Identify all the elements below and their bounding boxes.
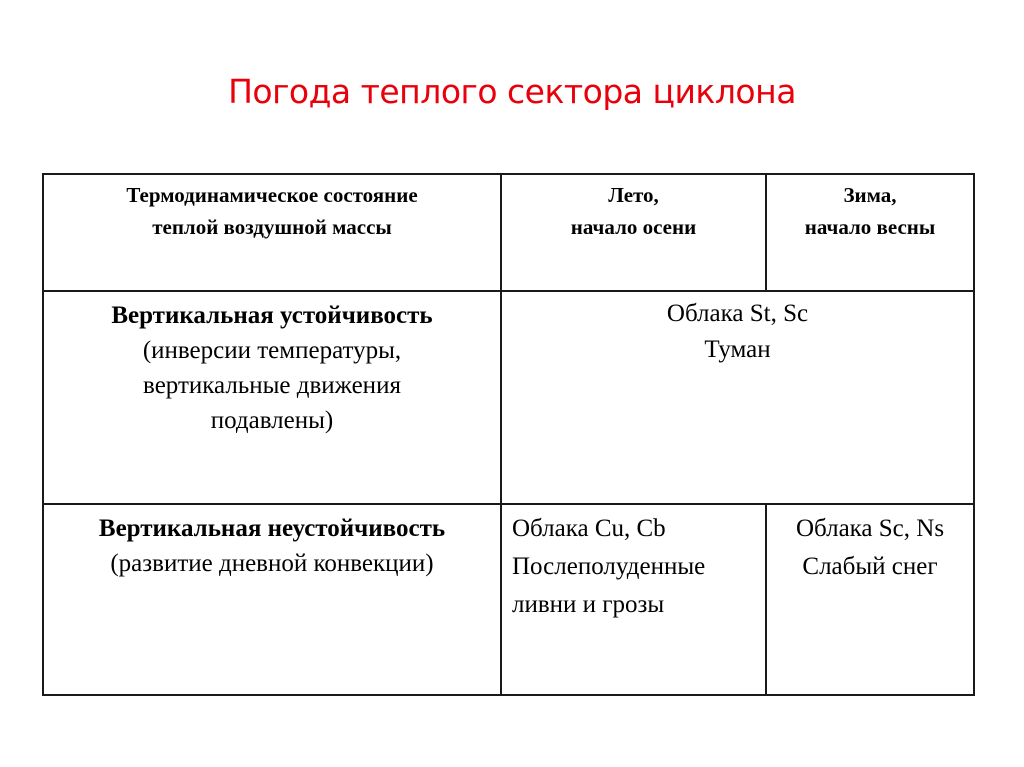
row-label-detail: (инверсии температуры, xyxy=(142,337,402,364)
header-text: Зима, xyxy=(843,183,897,207)
cell-line: Послеполуденные xyxy=(512,553,706,580)
header-text: начало осени xyxy=(570,215,697,239)
header-text: начало весны xyxy=(804,215,936,239)
row-label-detail: подавлены) xyxy=(210,407,334,434)
table-header-row xyxy=(43,174,974,291)
header-winter xyxy=(766,174,974,291)
cell-line: Туман xyxy=(704,336,771,363)
row-label-detail: (развитие дневной конвекции) xyxy=(110,550,434,577)
header-text: Термодинамическое состояние xyxy=(126,183,418,207)
weather-table xyxy=(42,173,975,696)
row-label-stability xyxy=(43,291,501,504)
row-label-detail: вертикальные движения xyxy=(143,372,401,399)
cell-line: Облака St, Sc xyxy=(666,300,809,327)
cell-line: Облака Cu, Cb xyxy=(512,515,666,542)
cell-instability-winter xyxy=(766,504,974,695)
header-summer xyxy=(501,174,766,291)
table-row-stability xyxy=(43,291,974,504)
row-label-bold: Вертикальная неустойчивость xyxy=(98,515,446,542)
cell-line: Слабый снег xyxy=(802,553,938,580)
row-label-instability xyxy=(43,504,501,695)
slide-title: Погода теплого сектора циклона xyxy=(228,72,796,111)
header-text: теплой воздушной массы xyxy=(152,215,392,239)
cell-line: ливни и грозы xyxy=(512,591,665,618)
header-text: Лето, xyxy=(608,183,659,207)
cell-line: Облака Sc, Ns xyxy=(795,515,945,542)
row-label-bold: Вертикальная устойчивость xyxy=(111,302,433,329)
cell-stability-all-seasons xyxy=(501,291,974,504)
cell-instability-summer xyxy=(501,504,766,695)
header-thermodynamic-state xyxy=(43,174,501,291)
table-row-instability xyxy=(43,504,974,695)
